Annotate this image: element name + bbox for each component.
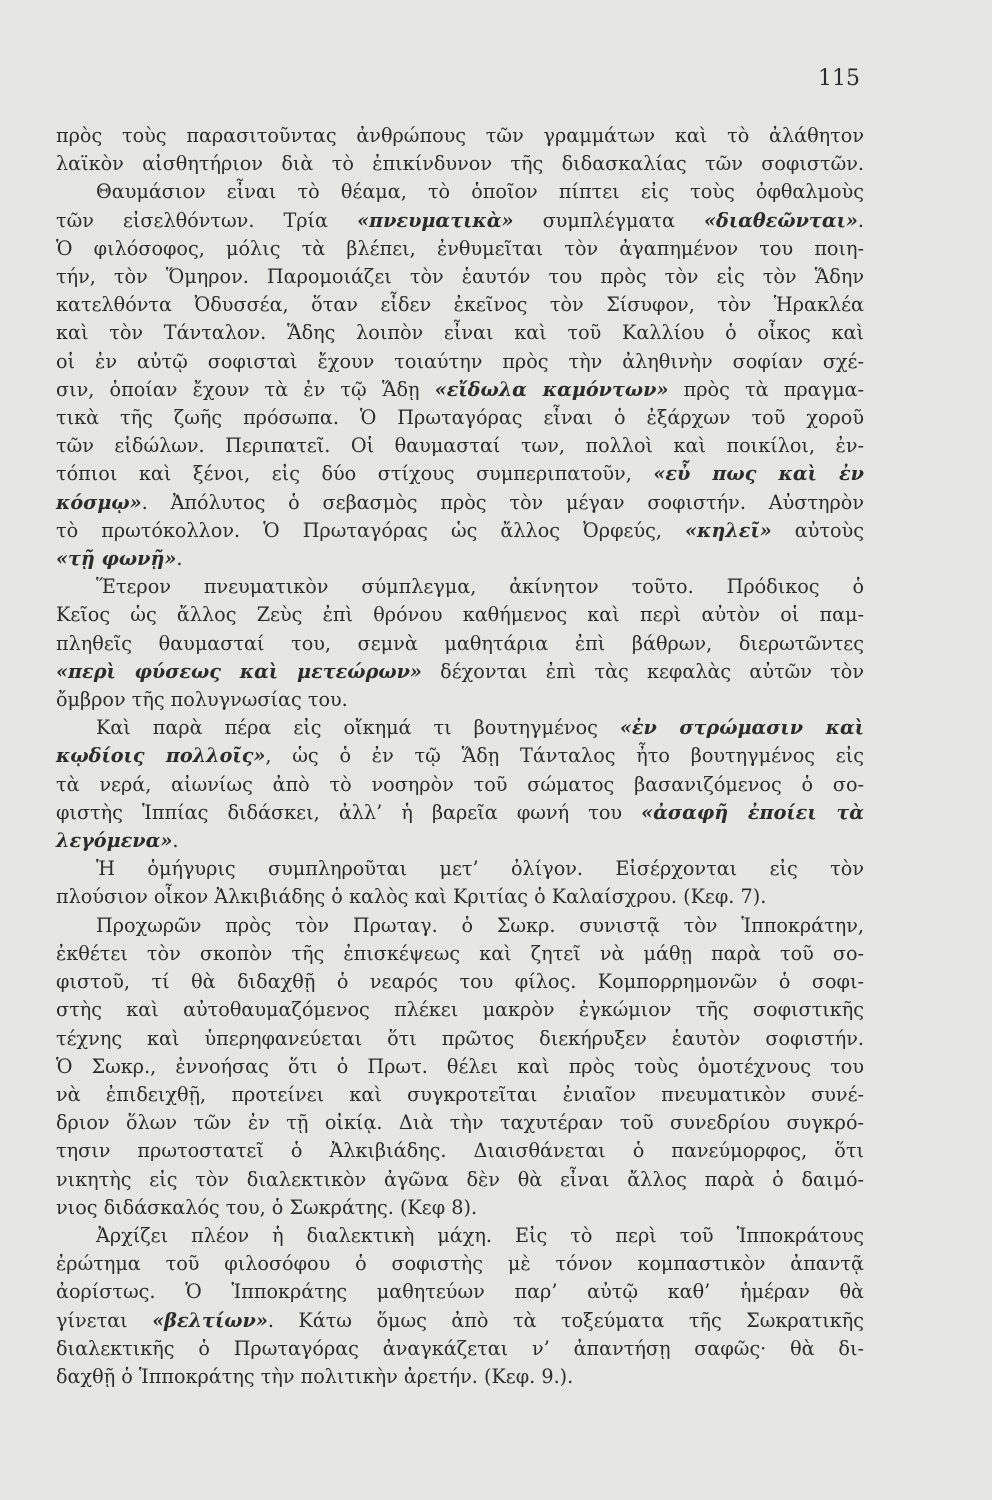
emphasized-quote: κόσμῳ» xyxy=(56,490,142,514)
text-run: συμπλέγματα xyxy=(513,208,705,232)
text-line xyxy=(56,940,864,968)
text-line xyxy=(56,1307,864,1335)
text-run: φιστὴς Ἱππίας διδάσκει, ἀλλ’ ἡ βαρεῖα φωνή του xyxy=(56,800,642,824)
text-run: τήν, τὸν Ὅμηρον. Παρομοιάζει τὸν ἑαυτόν του πρὸς τὸν εἰς τὸν Ἅδην xyxy=(56,265,864,289)
body-text xyxy=(56,122,864,1391)
text-line xyxy=(56,1222,864,1250)
text-run: γίνεται xyxy=(56,1308,153,1332)
text-run: νικητὴς εἰς τὸν διαλεκτικὸν ἀγῶνα δὲν θὰ εἶναι ἄλλος παρὰ ὁ δαιμό- xyxy=(56,1167,864,1191)
text-run: δαχθῇ ὁ Ἱπποκράτης τὴν πολιτικὴν ἀρετήν. (Κεφ. 9.). xyxy=(56,1364,574,1388)
text-run: Καὶ παρὰ πέρα εἰς οἴκημά τι βουτηγμένος xyxy=(96,716,620,740)
text-line xyxy=(56,630,864,658)
text-line xyxy=(56,1109,864,1137)
text-run: τῶν εἰδώλων. Περιπατεῖ. Οἱ θαυμασταί των, πολλοὶ καὶ ποικίλοι, ἐν- xyxy=(56,434,864,458)
text-run: ἐρώτημα τοῦ φιλοσόφου ὁ σοφιστὴς μὲ τόνον κομπαστικὸν ἀπαντᾷ xyxy=(56,1252,864,1276)
text-run: τικὰ τῆς ζωῆς πρόσωπα. Ὁ Πρωταγόρας εἶναι ὁ ἐξάρχων τοῦ χοροῦ xyxy=(56,406,864,430)
text-run: δέχονται ἐπὶ τὰς κεφαλὰς αὐτῶν τὸν xyxy=(421,659,865,683)
text-line xyxy=(56,235,864,263)
text-run: , ὡς ὁ ἐν τῷ Ἅδῃ Τάνταλος ἦτο βουτηγμένος εἰς xyxy=(265,744,864,768)
text-line xyxy=(56,348,864,376)
emphasized-quote: «εὖ πως καὶ ἐν xyxy=(653,462,864,486)
text-line xyxy=(56,658,864,686)
text-run: ὄμβρον τῆς πολυγνωσίας του. xyxy=(56,688,348,712)
text-run: Ἡ ὁμήγυρις συμπληροῦται μετ’ ὀλίγον. Εἰσέρχονται εἰς τὸν xyxy=(96,857,864,881)
page-number: 115 xyxy=(818,66,860,91)
text-line xyxy=(56,1081,864,1109)
text-line xyxy=(56,799,864,827)
text-run: πληθεῖς θαυμασταί του, σεμνὰ μαθητάρια ἐπὶ βάθρων, διερωτῶντες xyxy=(56,631,864,655)
text-line xyxy=(56,319,864,347)
text-line xyxy=(56,545,864,573)
text-run: . Ἀπόλυτος ὁ σεβασμὸς πρὸς τὸν μέγαν σοφιστήν. Αὐστηρὸν xyxy=(141,490,864,514)
text-line xyxy=(56,771,864,799)
text-line xyxy=(56,1053,864,1081)
text-line xyxy=(56,150,864,178)
text-run: δριον ὅλων τῶν ἐν τῇ οἰκίᾳ. Διὰ τὴν ταχυτέραν τοῦ συνεδρίου συγκρό- xyxy=(56,1111,864,1135)
text-line xyxy=(56,1278,864,1306)
emphasized-quote: «πνευματικὰ» xyxy=(357,208,514,232)
text-line xyxy=(56,404,864,432)
text-run: . xyxy=(176,547,183,571)
text-line xyxy=(56,827,864,855)
text-run: τόπιοι καὶ ξένοι, εἰς δύο στίχους συμπεριπατοῦν, xyxy=(56,462,654,486)
text-run: Ἀρχίζει πλέον ἡ διαλεκτικὴ μάχη. Εἰς τὸ περὶ τοῦ Ἱπποκράτους xyxy=(96,1223,864,1247)
text-run: . Κάτω ὅμως ἀπὸ τὰ τοξεύματα τῆς Σωκρατικῆς xyxy=(267,1308,864,1332)
text-run: οἱ ἐν αὐτῷ σοφισταὶ ἔχουν τοιαύτην πρὸς τὴν ἀληθινὴν σοφίαν σχέ- xyxy=(56,349,864,373)
emphasized-quote: «τῇ φωνῇ» xyxy=(56,547,177,571)
emphasized-quote: «περὶ φύσεως καὶ μετεώρων» xyxy=(56,659,422,683)
text-run: Ἕτερον πνευματικὸν σύμπλεγμα, ἀκίνητον τοῦτο. Πρόδικος ὁ xyxy=(96,575,864,599)
text-line xyxy=(56,489,864,517)
text-line xyxy=(56,968,864,996)
text-run: . xyxy=(172,829,179,853)
emphasized-quote: λεγόμενα» xyxy=(56,829,173,853)
text-line xyxy=(56,517,864,545)
text-line xyxy=(56,1166,864,1194)
text-run: σιν, ὁποίαν ἔχουν τὰ ἐν τῷ Ἅδῃ xyxy=(56,377,435,401)
text-line xyxy=(56,376,864,404)
text-line xyxy=(56,207,864,235)
emphasized-quote: «εἴδωλα καμόντων» xyxy=(434,377,669,401)
text-run: . xyxy=(857,208,864,232)
text-run: κατελθόντα Ὀδυσσέα, ὅταν εἶδεν ἐκεῖνος τὸν Σίσυφον, τὸν Ἡρακλέα xyxy=(56,293,864,317)
text-line xyxy=(56,263,864,291)
text-run: Θαυμάσιον εἶναι τὸ θέαμα, τὸ ὁποῖον πίπτει εἰς τοὺς ὀφθαλμοὺς xyxy=(96,180,864,204)
text-run: Ὁ Σωκρ., ἐννοήσας ὅτι ὁ Πρωτ. θέλει καὶ πρὸς τοὺς ὁμοτέχνους του xyxy=(56,1054,864,1078)
text-run: νιος διδάσκαλός του, ὁ Σωκράτης. (Κεφ 8). xyxy=(56,1195,478,1219)
text-run: πρὸς τὰ πραγμα- xyxy=(668,377,864,401)
text-run: Προχωρῶν πρὸς τὸν Πρωταγ. ὁ Σωκρ. συνιστᾷ τὸν Ἱπποκράτην, xyxy=(96,913,864,937)
text-line xyxy=(56,178,864,206)
text-line xyxy=(56,432,864,460)
emphasized-quote: κῳδίοις πολλοῖς» xyxy=(56,744,266,768)
emphasized-quote: «ἐν στρώμασιν καὶ xyxy=(619,716,864,740)
text-run: τὰ νερά, αἰωνίως ἀπὸ τὸ νοσηρὸν τοῦ σώματος βασανιζόμενος ὁ σο- xyxy=(56,772,864,796)
text-line xyxy=(56,883,864,911)
text-run: φιστοῦ, τί θὰ διδαχθῇ ὁ νεαρός του φίλος. Κομπορρημονῶν ὁ σοφι- xyxy=(56,970,864,994)
text-line xyxy=(56,714,864,742)
text-line xyxy=(56,742,864,770)
text-run: αὐτοὺς xyxy=(771,518,864,542)
text-run: ἀορίστως. Ὁ Ἱπποκράτης μαθητεύων παρ’ αὐτῷ καθ’ ἡμέραν θὰ xyxy=(56,1280,864,1304)
text-line xyxy=(56,1137,864,1165)
emphasized-quote: «ἀσαφῆ ἐποίει τὰ xyxy=(641,800,864,824)
text-line xyxy=(56,291,864,319)
text-run: τέχνης καὶ ὑπερηφανεύεται ὅτι πρῶτος διεκήρυξεν ἑαυτὸν σοφιστήν. xyxy=(56,1026,864,1050)
emphasized-quote: «βελτίων» xyxy=(152,1308,268,1332)
text-run: νὰ ἐπιδειχθῇ, προτείνει καὶ συγκροτεῖται ἐνιαῖον πνευματικὸν συνέ- xyxy=(56,1082,864,1106)
text-run: λαϊκὸν αἰσθητήριον διὰ τὸ ἐπικίνδυνον τῆς διδασκαλίας τῶν σοφιστῶν. xyxy=(56,152,864,176)
text-line xyxy=(56,1335,864,1363)
text-run: πλούσιον οἶκον Ἀλκιβιάδης ὁ καλὸς καὶ Κριτίας ὁ Καλαίσχρου. (Κεφ. 7). xyxy=(56,885,767,909)
emphasized-quote: «κηλεῖ» xyxy=(685,518,772,542)
text-line xyxy=(56,912,864,940)
text-line xyxy=(56,573,864,601)
text-run: διαλεκτικῆς ὁ Πρωταγόρας ἀναγκάζεται ν’ ἀπαντήσῃ σαφῶς· θὰ δι- xyxy=(56,1336,864,1360)
text-line xyxy=(56,460,864,488)
text-run: πρὸς τοὺς παρασιτοῦντας ἀνθρώπους τῶν γραμμάτων καὶ τὸ ἀλάθητον xyxy=(56,124,864,147)
text-run: τησιν πρωτοστατεῖ ὁ Ἀλκιβιάδης. Διαισθάνεται ὁ πανεύμορφος, ὅτι xyxy=(56,1139,864,1163)
text-line xyxy=(56,1025,864,1053)
emphasized-quote: «διαθεῶνται» xyxy=(704,208,858,232)
text-line xyxy=(56,601,864,629)
text-line xyxy=(56,1363,864,1391)
text-run: στὴς καὶ αὐτοθαυμαζόμενος πλέκει μακρὸν ἐγκώμιον τῆς σοφιστικῆς xyxy=(56,998,864,1022)
text-line xyxy=(56,122,864,150)
text-line xyxy=(56,855,864,883)
text-line xyxy=(56,996,864,1024)
text-run: καὶ τὸν Τάνταλον. Ἅδης λοιπὸν εἶναι καὶ τοῦ Καλλίου ὁ οἶκος καὶ xyxy=(56,321,864,345)
text-run: τῶν εἰσελθόντων. Τρία xyxy=(56,208,358,232)
text-run: ἐκθέτει τὸν σκοπὸν τῆς ἐπισκέψεως καὶ ζητεῖ νὰ μάθῃ παρὰ τοῦ σο- xyxy=(56,941,864,965)
text-line xyxy=(56,1250,864,1278)
text-run: Ὁ φιλόσοφος, μόλις τὰ βλέπει, ἐνθυμεῖται τὸν ἀγαπημένον του ποιη- xyxy=(56,236,864,260)
text-line xyxy=(56,1194,864,1222)
text-run: Κεῖος ὡς ἄλλος Ζεὺς ἐπὶ θρόνου καθήμενος καὶ περὶ αὐτὸν οἱ παμ- xyxy=(56,603,864,627)
text-run: τὸ πρωτόκολλον. Ὁ Πρωταγόρας ὡς ἄλλος Ὀρφεύς, xyxy=(56,518,686,542)
text-line xyxy=(56,686,864,714)
